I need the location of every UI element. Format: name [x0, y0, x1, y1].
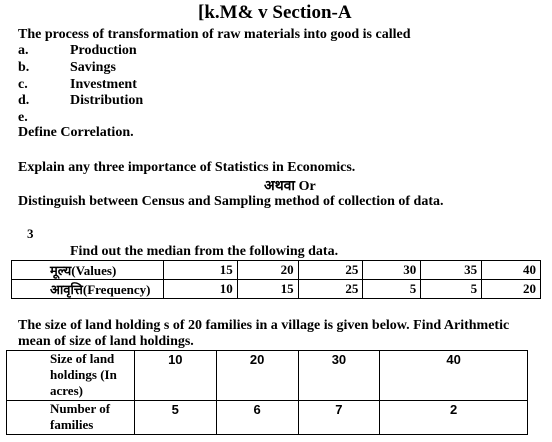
table-cell: 6 — [216, 401, 298, 435]
table-cell: 20 — [482, 280, 541, 299]
table-cell: 15 — [163, 261, 237, 280]
label-line: Size of land — [50, 351, 115, 366]
option-d-letter: d. — [18, 93, 30, 108]
or-english: Or — [298, 179, 316, 194]
table-cell: 20 — [216, 351, 298, 401]
table-cell: 15 — [237, 280, 298, 299]
option-a-text: Production — [70, 43, 137, 58]
table-cell: 5 — [363, 280, 421, 299]
question-3-number: 3 — [27, 226, 34, 241]
option-e-letter: e. — [18, 110, 28, 125]
section-title: [k.M& v Section-A — [198, 2, 352, 23]
table-row — [7, 401, 528, 435]
median-table — [11, 260, 541, 299]
question-1-text: The process of transformation of raw materials into good is called — [18, 27, 411, 42]
table-cell: 40 — [380, 351, 528, 401]
define-correlation: Define Correlation. — [18, 125, 134, 140]
label-line: families — [50, 417, 94, 432]
table-cell: 35 — [421, 261, 482, 280]
option-a-letter: a. — [18, 43, 29, 58]
option-d-text: Distribution — [70, 93, 144, 108]
or-hindi: अथवा — [264, 179, 296, 194]
question-2-alt: Distinguish between Census and Sampling method of collection of data. — [18, 194, 444, 209]
label-line: acres) — [50, 383, 83, 398]
option-b-text: Savings — [70, 60, 116, 75]
or-label — [264, 176, 316, 195]
table-cell: 5 — [421, 280, 482, 299]
table-row — [12, 280, 541, 299]
frequency-label: आवृत्ति(Frequency) — [12, 280, 164, 299]
land-holdings-table — [6, 350, 528, 435]
table-row — [7, 351, 528, 401]
table-cell: 25 — [298, 261, 363, 280]
table-cell: 10 — [163, 280, 237, 299]
option-c-letter: c. — [18, 77, 28, 92]
table-cell: 25 — [298, 280, 363, 299]
values-label: मूल्य(Values) — [12, 261, 164, 280]
table-cell: 30 — [363, 261, 421, 280]
table-cell: 10 — [134, 351, 216, 401]
label-line: Number of — [50, 401, 111, 416]
table-cell: 20 — [237, 261, 298, 280]
question-2-text: Explain any three importance of Statistics in Economics. — [18, 160, 356, 175]
land-size-label — [7, 351, 135, 401]
question-3-prompt: Find out the median from the following data. — [70, 244, 339, 259]
families-label — [7, 401, 135, 435]
option-c-text: Investment — [70, 77, 137, 92]
table-cell: 5 — [134, 401, 216, 435]
table-cell: 40 — [482, 261, 541, 280]
option-b-letter: b. — [18, 60, 30, 75]
table-cell: 30 — [298, 351, 380, 401]
question-4-line-2: mean of size of land holdings. — [18, 334, 194, 349]
table-cell: 2 — [380, 401, 528, 435]
table-cell: 7 — [298, 401, 380, 435]
label-line: holdings (In — [50, 367, 117, 382]
question-4-line-1: The size of land holding s of 20 families in a village is given below. Find Arithmetic — [18, 318, 510, 333]
table-row — [12, 261, 541, 280]
